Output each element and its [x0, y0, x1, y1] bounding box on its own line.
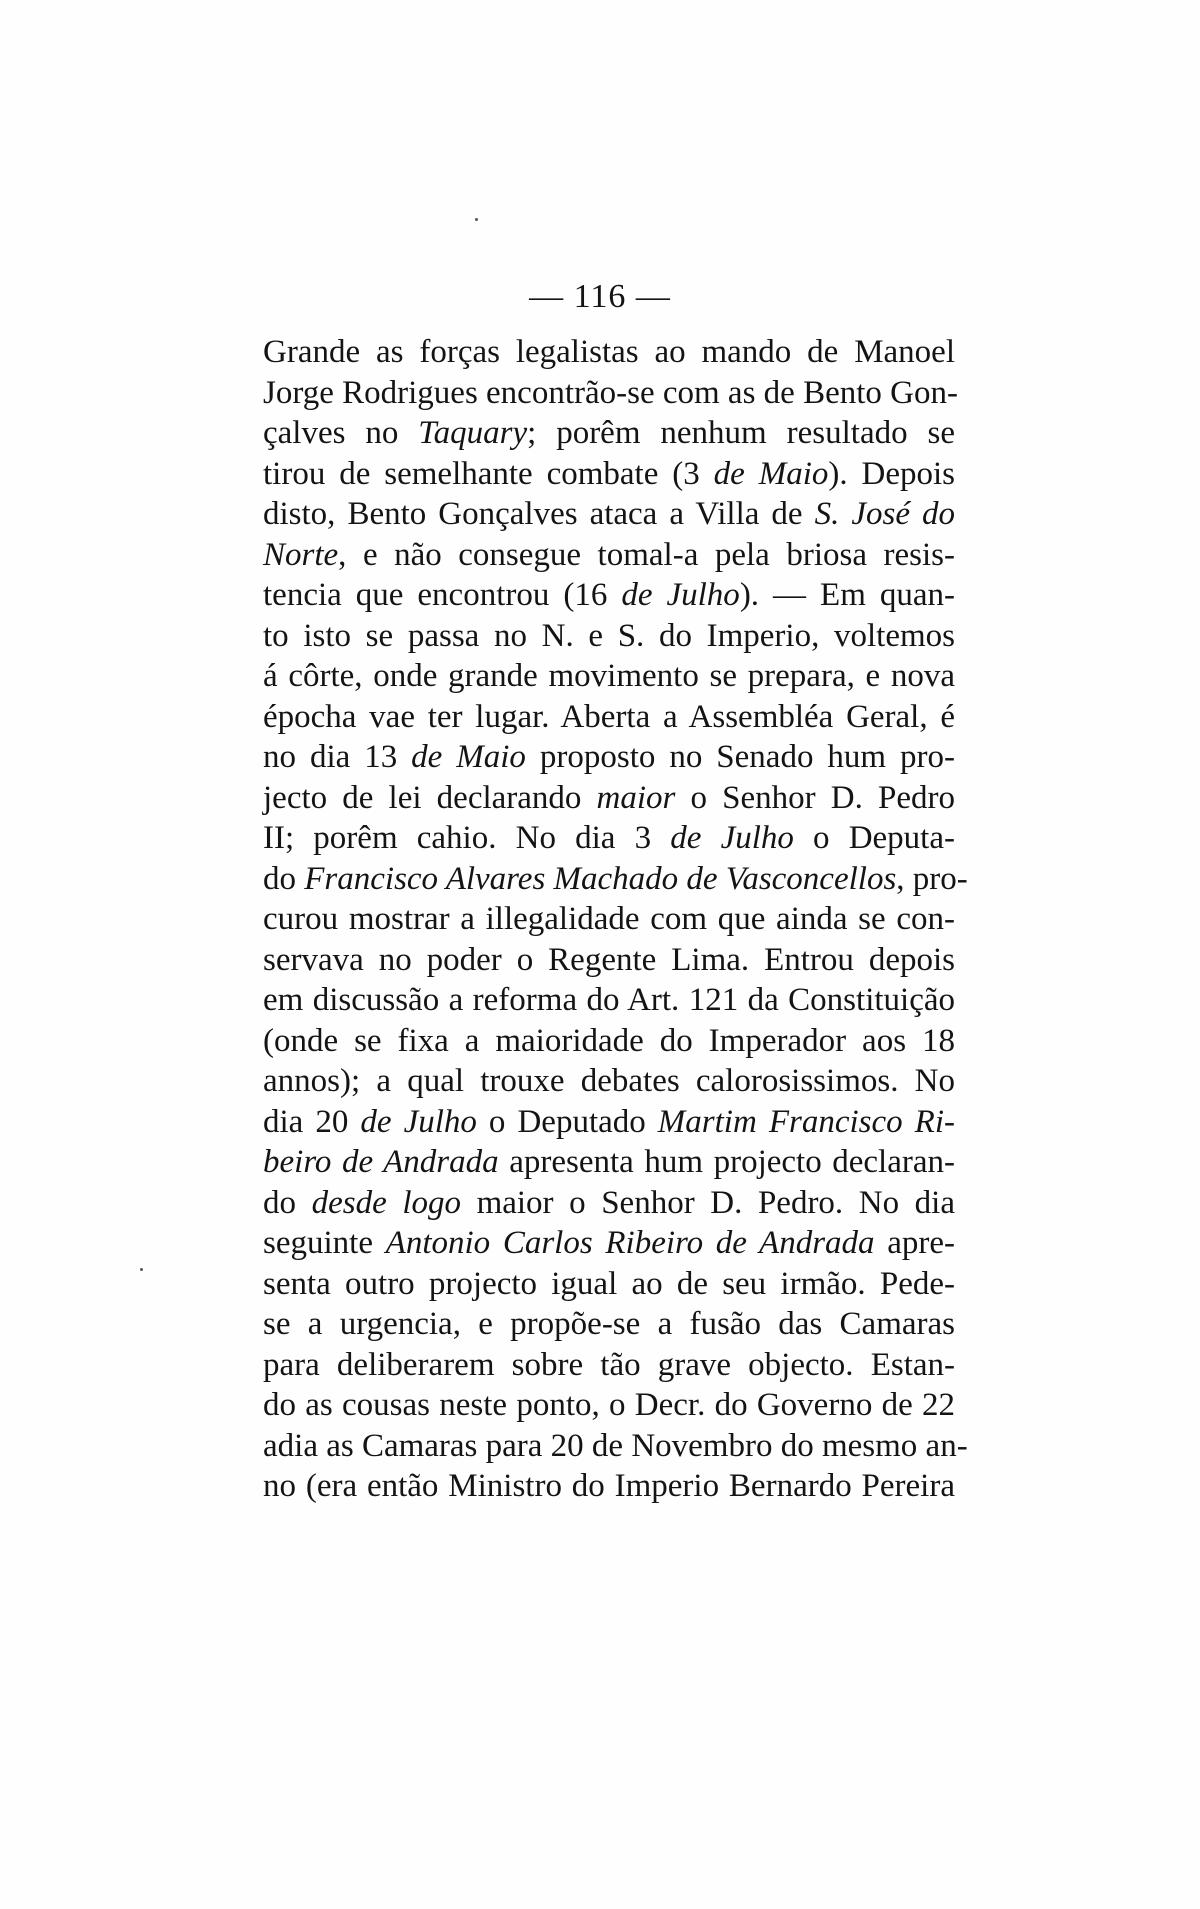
text-line — [263, 1142, 955, 1183]
text-run: Jorge Rodrigues encontrão-se com as de Bento Gon- — [263, 374, 958, 411]
text-run: do — [263, 860, 305, 897]
text-line — [263, 1223, 955, 1264]
text-run: annos); a qual trouxe debates calorosissimos. No — [263, 1063, 955, 1099]
text-line — [263, 494, 955, 535]
text-run: senta outro projecto igual ao de seu irmão. Pede- — [263, 1265, 955, 1302]
text-line — [263, 899, 955, 940]
text-run: ; porêm nenhum resultado se — [527, 415, 955, 451]
text-line — [263, 1264, 955, 1305]
text-run: maior o Senhor D. Pedro. No dia — [460, 1184, 955, 1221]
text-run: o Deputa- — [793, 820, 955, 856]
text-run: çalves no — [263, 415, 419, 451]
italic-text: Martim Francisco Ri- — [657, 1103, 955, 1140]
text-line — [263, 1426, 968, 1467]
text-run: para deliberarem sobre tão grave objecto. Estan- — [263, 1346, 955, 1383]
text-run: servava no poder o Regente Lima. Entrou depois — [263, 941, 955, 978]
text-line — [263, 332, 955, 373]
page-number: — 116 — — [529, 278, 671, 315]
text-run: apresenta hum projecto declaran- — [498, 1144, 955, 1180]
text-line — [263, 413, 955, 454]
italic-text: desde logo — [311, 1184, 461, 1221]
text-run: em discussão a reforma do Art. 121 da Constituição — [263, 982, 955, 1018]
text-run: ). — Em quan- — [739, 577, 955, 613]
text-run: se a urgencia, e propõe-se a fusão das Camaras — [263, 1306, 955, 1342]
text-line — [263, 1385, 955, 1426]
text-run: ). Depois — [828, 455, 955, 492]
italic-text: Francisco Alvares Machado de Vasconcellos — [304, 860, 897, 897]
body-text — [263, 332, 968, 1507]
text-run: disto, Bento Gonçalves ataca a Villa de — [263, 496, 815, 532]
text-line — [263, 1183, 955, 1224]
text-run: á côrte, onde grande movimento se prepara, e nova — [263, 658, 955, 694]
italic-text: Norte — [263, 536, 339, 573]
text-line — [263, 454, 955, 495]
text-run: dia 20 — [263, 1103, 361, 1140]
text-run: no dia 13 — [263, 739, 412, 775]
text-line — [263, 656, 955, 697]
page-speck — [475, 218, 478, 221]
text-run: , pro- — [896, 860, 968, 897]
text-line — [263, 697, 955, 738]
text-run: , e não consegue tomal-a pela briosa resis- — [338, 536, 955, 573]
text-run: do — [263, 1184, 312, 1221]
text-line — [263, 1345, 955, 1386]
text-run: II; porêm cahio. No dia 3 — [263, 820, 671, 856]
text-line — [263, 980, 955, 1021]
italic-text: de Julho — [360, 1103, 477, 1140]
italic-text: de Julho — [670, 820, 794, 856]
text-run: o Senhor D. Pedro — [675, 779, 955, 816]
italic-text: de Maio — [411, 739, 526, 775]
text-run: apre- — [874, 1225, 955, 1261]
italic-text: S. José do — [814, 496, 956, 532]
text-run: curou mostrar a illegalidade com que ainda se con- — [263, 901, 955, 937]
text-line — [263, 737, 955, 778]
text-line — [263, 1304, 955, 1345]
text-run: seguinte — [263, 1225, 386, 1261]
text-line — [263, 1102, 955, 1143]
italic-text: Taquary — [418, 415, 528, 451]
text-line — [263, 818, 955, 859]
italic-text: de Julho — [621, 577, 740, 613]
italic-text: de Maio — [713, 455, 829, 492]
text-run: (onde se fixa a maioridade do Imperador aos 18 — [263, 1022, 955, 1059]
italic-text: Antonio Carlos Ribeiro de Andrada — [385, 1225, 875, 1261]
text-line — [263, 616, 955, 657]
text-run: no (era então Ministro do Imperio Bernardo Pereira — [263, 1468, 955, 1504]
text-line — [263, 859, 968, 900]
text-run: tencia que encontrou (16 — [263, 577, 622, 613]
text-line — [263, 1061, 955, 1102]
text-run: o Deputado — [476, 1103, 658, 1140]
text-line — [263, 778, 955, 819]
text-run: to isto se passa no N. e S. do Imperio, voltemos — [263, 617, 955, 654]
text-run: proposto no Senado hum pro- — [525, 739, 955, 775]
text-line — [263, 1021, 955, 1062]
italic-text: maior — [596, 779, 676, 816]
text-run: jecto de lei declarando — [263, 779, 597, 816]
text-line — [263, 575, 955, 616]
text-run: do as cousas neste ponto, o Decr. do Governo de 22 — [263, 1387, 955, 1423]
text-line — [263, 373, 958, 414]
text-run: épocha vae ter lugar. Aberta a Assembléa Geral, é — [263, 698, 955, 735]
italic-text: beiro de Andrada — [263, 1144, 499, 1180]
text-run: tirou de semelhante combate (3 — [263, 455, 714, 492]
text-line — [263, 535, 955, 576]
text-run: adia as Camaras para 20 de Novembro do mesmo an- — [263, 1427, 968, 1464]
page-speck — [140, 1268, 143, 1271]
text-line — [263, 1466, 955, 1507]
text-line — [263, 940, 955, 981]
text-run: Grande as forças legalistas ao mando de Manoel — [263, 334, 955, 370]
